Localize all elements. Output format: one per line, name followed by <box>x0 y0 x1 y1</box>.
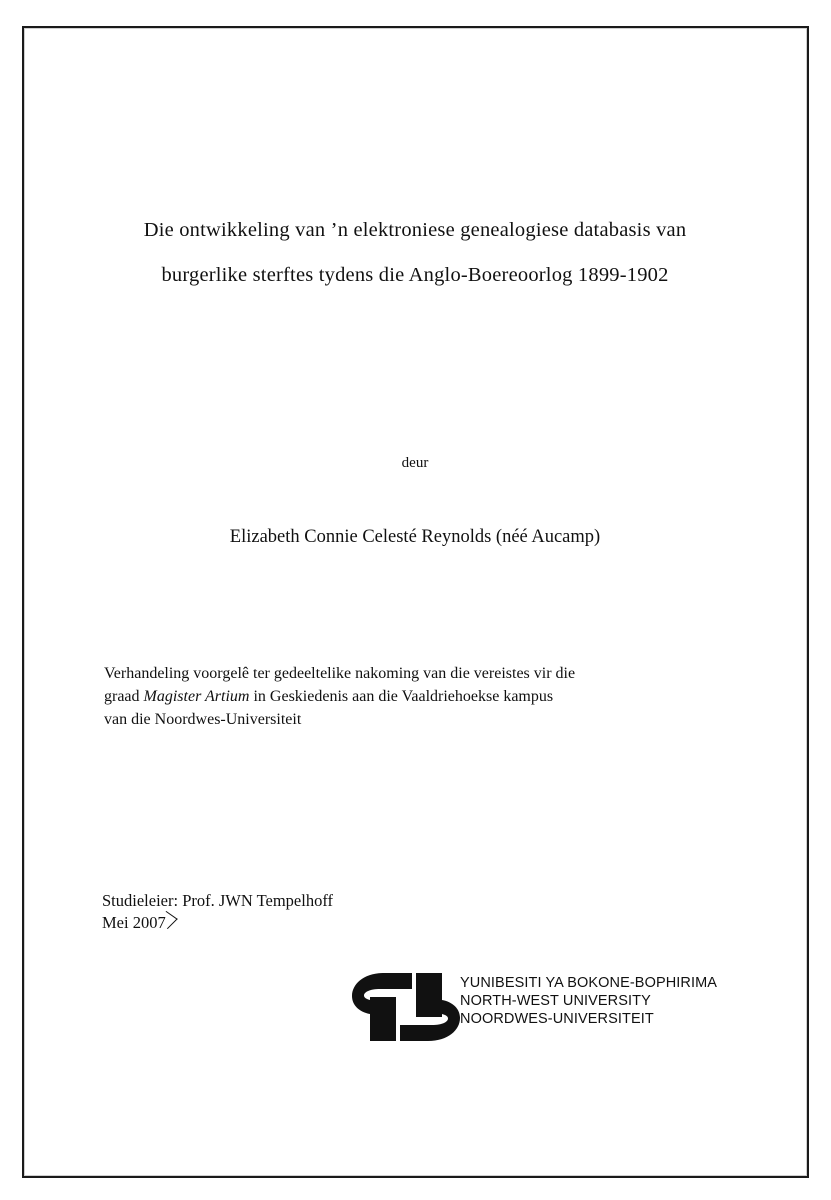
university-logo-text <box>460 974 717 1028</box>
university-logo <box>255 968 718 1048</box>
degree-statement-line-2 <box>104 685 722 708</box>
author-name: Elizabeth Connie Celesté Reynolds (néé Aucamp) <box>229 527 601 547</box>
north-west-university-logo-mark-icon <box>350 971 462 1043</box>
degree-statement-line-2-end: in Geskiedenis aan die Vaaldriehoekse kampus <box>249 688 554 705</box>
degree-statement-line-3: van die Noordwes-Universiteit <box>104 711 302 728</box>
degree-statement-line-1: Verhandeling voorgelê ter gedeeltelike nakoming van die vereistes vir die <box>104 665 576 682</box>
page-title <box>100 208 730 298</box>
degree-statement <box>104 662 722 731</box>
logo-text-line-1: YUNIBESITI YA BOKONE-BOPHIRIMA <box>460 975 718 991</box>
date-line <box>102 912 166 934</box>
supervisor-block <box>102 890 602 934</box>
logo-text-line-3: NOORDWES-UNIVERSITEIT <box>460 1011 654 1027</box>
by-label: deur <box>401 455 429 471</box>
degree-statement-line-2-start: graad <box>104 688 144 705</box>
page-content <box>100 60 730 1100</box>
date-text: Mei 2007 <box>102 913 166 932</box>
title-line-1: Die ontwikkeling van ’n elektroniese genealogiese databasis van <box>143 219 687 241</box>
degree-name: Magister Artium <box>143 688 250 705</box>
supervisor-line: Studieleier: Prof. JWN Tempelhoff <box>102 891 334 910</box>
logo-text-line-2: NORTH-WEST UNIVERSITY <box>460 993 651 1009</box>
title-line-2: burgerlike sterftes tydens die Anglo-Boereoorlog 1899-1902 <box>161 264 669 286</box>
